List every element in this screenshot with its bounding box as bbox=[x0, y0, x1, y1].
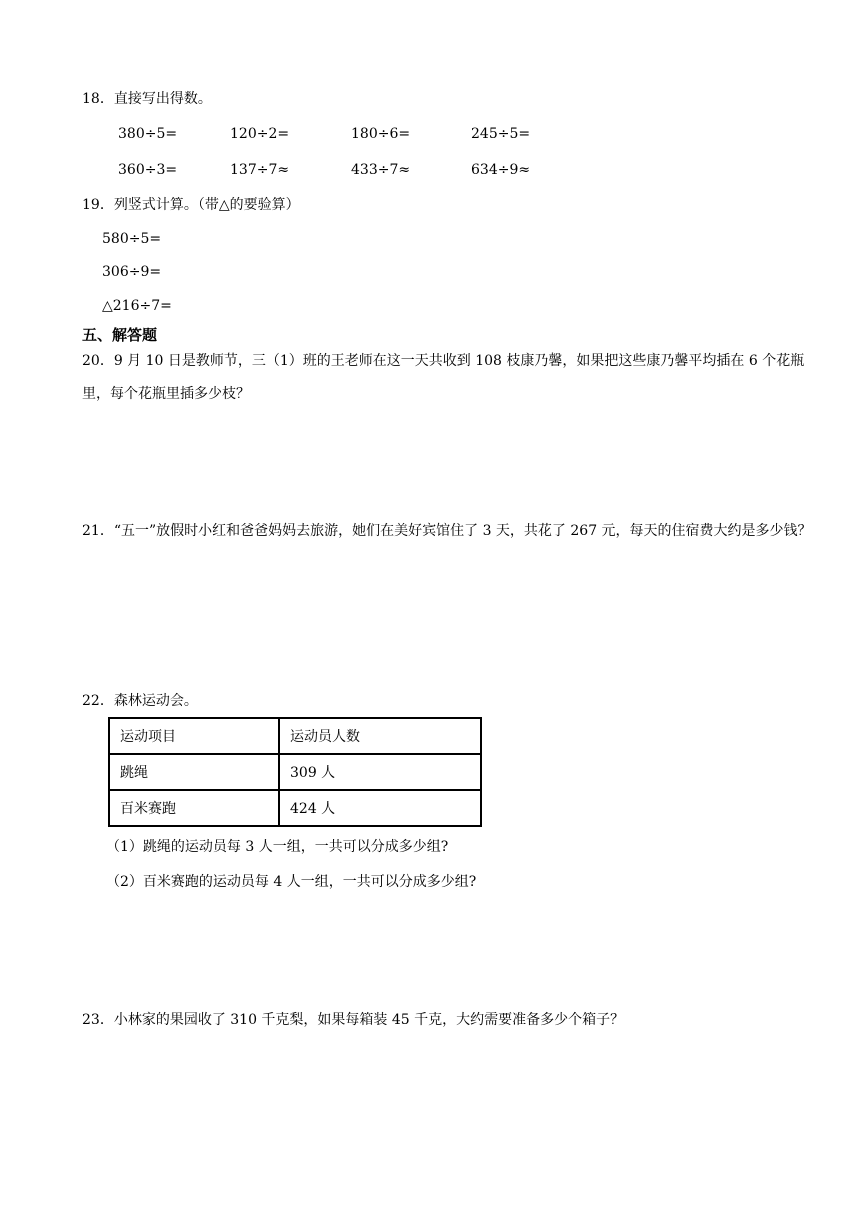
q19-item: 306÷9= bbox=[102, 264, 162, 280]
q18-title: 18．直接写出得数。 bbox=[82, 91, 212, 107]
table-row bbox=[109, 718, 481, 754]
q18-item: 137÷7≈ bbox=[230, 162, 290, 178]
table-row bbox=[109, 790, 481, 826]
table-cell: 309 人 bbox=[279, 754, 481, 790]
q20-text: 20．9 月 10 日是教师节，三（1）班的王老师在这一天共收到 108 枝康乃馨，如果把这些康乃馨平均插在 6 个花瓶里，每个花瓶里插多少枝？ bbox=[82, 353, 805, 402]
q18-item: 360÷3= bbox=[118, 162, 178, 178]
table-cell: 百米赛跑 bbox=[109, 790, 279, 826]
q18-item: 380÷5= bbox=[118, 126, 178, 142]
table-cell: 跳绳 bbox=[109, 754, 279, 790]
table-row bbox=[109, 754, 481, 790]
q19-item: △216÷7= bbox=[102, 298, 172, 314]
q18-item: 120÷2= bbox=[230, 126, 290, 142]
q22-sub-question: （2）百米赛跑的运动员每 4 人一组，一共可以分成多少组? bbox=[106, 874, 477, 890]
table-cell: 424 人 bbox=[279, 790, 481, 826]
q22-title: 22．森林运动会。 bbox=[82, 693, 198, 709]
q18-item: 245÷5= bbox=[471, 126, 531, 142]
q22-sub-question: （1）跳绳的运动员每 3 人一组，一共可以分成多少组? bbox=[106, 839, 449, 855]
sports-table bbox=[108, 717, 482, 827]
q18-item: 634÷9≈ bbox=[471, 162, 531, 178]
q19-title: 19．列竖式计算。（带△的要验算） bbox=[82, 197, 300, 213]
q18-item: 433÷7≈ bbox=[351, 162, 411, 178]
q18-item: 180÷6= bbox=[351, 126, 411, 142]
q21-text: 21．“五一”放假时小红和爸爸妈妈去旅游，她们在美好宾馆住了 3 天，共花了 267 元，每天的住宿费大约是多少钱？ bbox=[82, 523, 812, 539]
q23-text: 23．小林家的果园收了 310 千克梨，如果每箱装 45 千克，大约需要准备多少个箱子？ bbox=[82, 1012, 625, 1028]
q19-item: 580÷5= bbox=[102, 231, 162, 247]
section-heading: 五、解答题 bbox=[82, 326, 158, 344]
table-header-cell: 运动项目 bbox=[109, 718, 279, 754]
table-header-cell: 运动员人数 bbox=[279, 718, 481, 754]
